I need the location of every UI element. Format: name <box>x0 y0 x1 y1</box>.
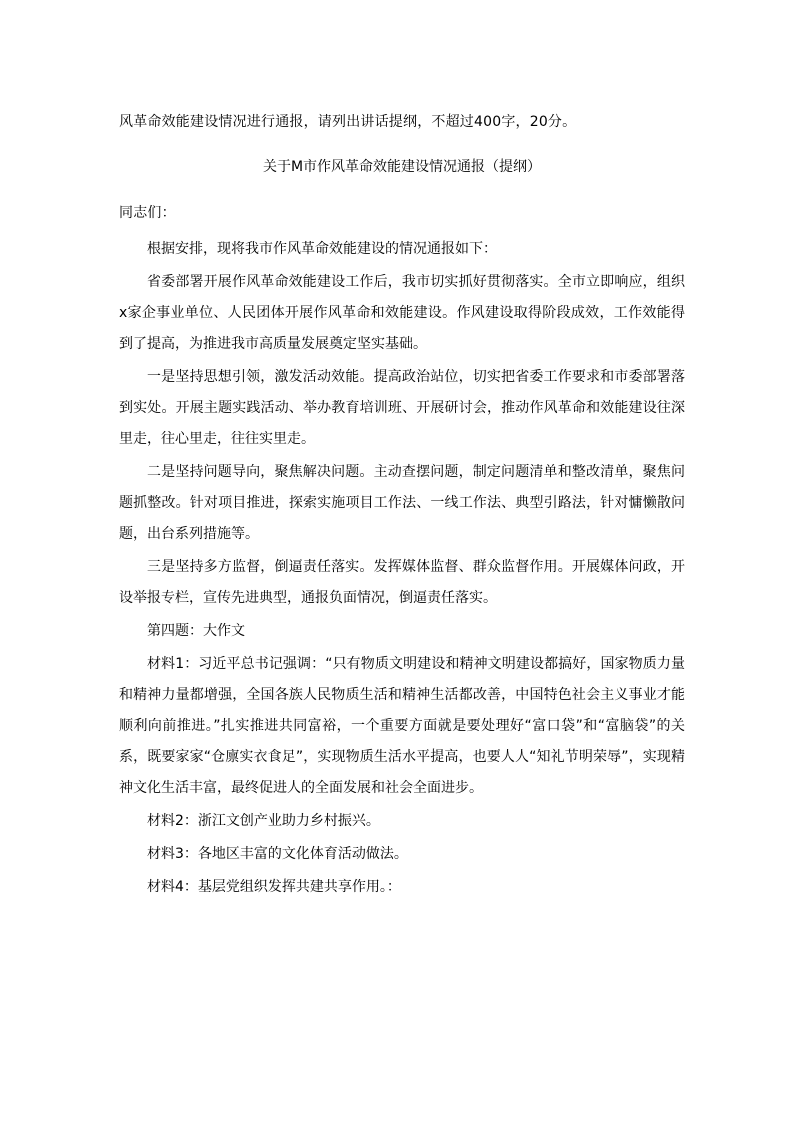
paragraph: 一是坚持思想引领，激发活动效能。提高政治站位，切实把省委工作要求和市委部署落到实处。开展主题实践活动、举办教育培训班、开展研讨会，推动作风革命和效能建设往深里走，往心里走，往往实里走。 <box>119 369 685 447</box>
intro-line: 风革命效能建设情况进行通报，请列出讲话提纲，不超过400字，20分。 <box>119 114 577 130</box>
paragraph: 材料2：浙江文创产业助力乡村振兴。 <box>147 813 380 829</box>
paragraph: 材料3：各地区丰富的文化体育活动做法。 <box>147 846 408 862</box>
paragraph: 材料1：习近平总书记强调：“只有物质文明建设和精神文明建设都搞好，国家物质力量和精神力量都增强，全国各族人民物质生活和精神生活都改善，中国特色社会主义事业才能顺利向前推进。”扎实推进共同富裕，一个重要方面就是要处理好“富口袋”和“富脑袋”的关系，既要家家“仓廪实衣食足”，实现物质生活水平提高，也要人人“知礼节明荣辱”，实现精神文化生活丰富，最终促进人的全面发展和社会全面进步。 <box>119 656 685 796</box>
document-title: 关于M市作风革命效能建设情况通报（提纲） <box>262 159 542 175</box>
document-body <box>119 234 685 905</box>
paragraph: 省委部署开展作风革命效能建设工作后，我市切实抓好贯彻落实。全市立即响应，组织x家企事业单位、人民团体开展作风革命和效能建设。作风建设取得阶段成效，工作效能得到了提高，为推进我市高质量发展奠定坚实基础。 <box>119 274 685 352</box>
paragraph: 材料4：基层党组织发挥共建共享作用。： <box>147 879 401 895</box>
section-heading: 第四题：大作文 <box>147 623 245 639</box>
paragraph: 根据安排，现将我市作风革命效能建设的情况通报如下： <box>147 241 497 257</box>
paragraph: 二是坚持问题导向，聚焦解决问题。主动查摆问题，制定问题清单和整改清单，聚焦问题抓整改。针对项目推进，探索实施项目工作法、一线工作法、典型引路法，针对慵懒散问题，出台系列措施等。 <box>119 464 685 542</box>
greeting: 同志们： <box>119 205 176 221</box>
paragraph: 三是坚持多方监督，倒逼责任落实。发挥媒体监督、群众监督作用。开展媒体问政，开设举报专栏，宣传先进典型，通报负面情况，倒逼责任落实。 <box>119 559 685 606</box>
